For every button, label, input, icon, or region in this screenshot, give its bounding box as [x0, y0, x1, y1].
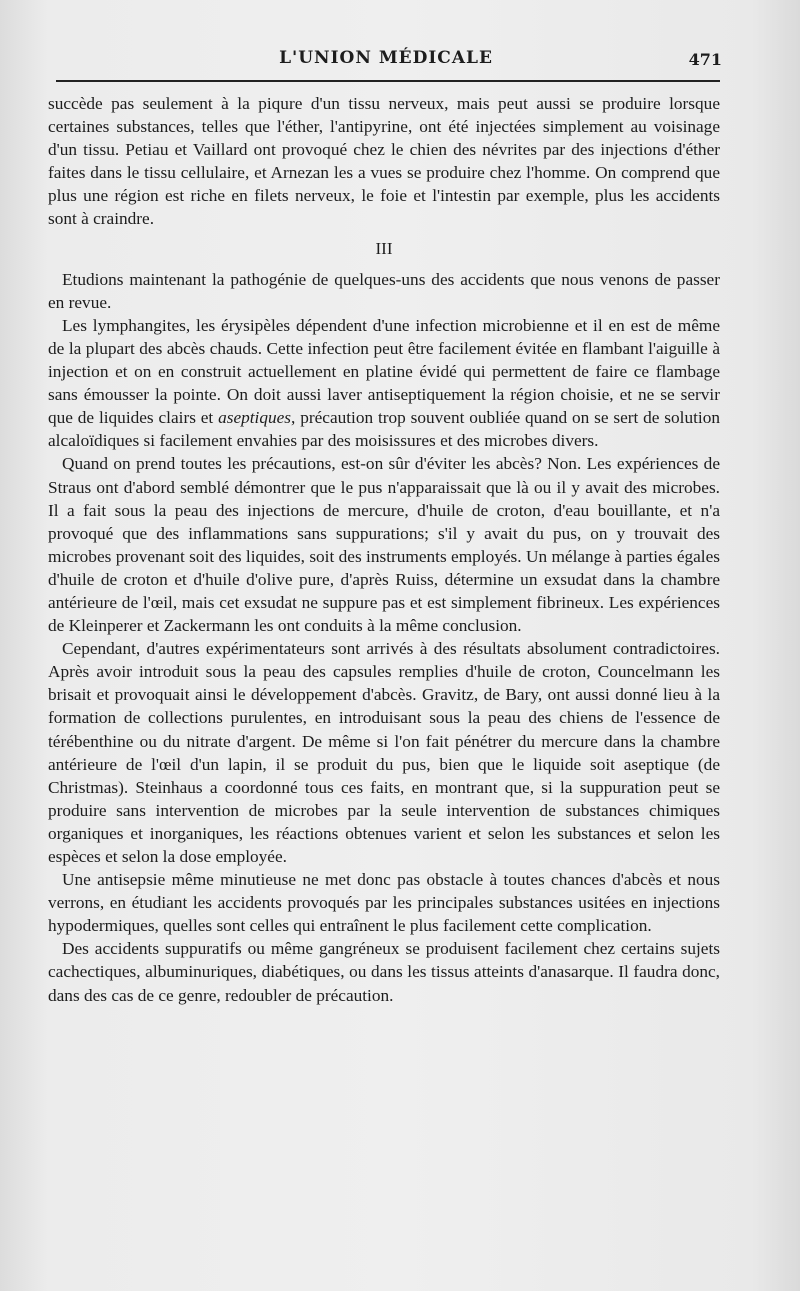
- section-numeral: III: [375, 238, 393, 258]
- paragraph-2: Etudions maintenant la pathogénie de quelques-uns des accidents que nous venons de passer en revue.: [48, 269, 720, 312]
- paragraph-6: Une antisepsie même minutieuse ne met donc pas obstacle à toutes chances d'abcès et nous verrons, en étudiant les accidents provoqués par les principales substances usitées en injections hypodermiques, quelles sont celles qui entraînent le plus facilement cette complication.: [48, 870, 720, 936]
- page-number: 471: [688, 50, 722, 69]
- running-head: [50, 44, 722, 78]
- paragraph-3-text-a: Les lymphangites, les érysipèles dépendent d'une infection microbienne et il en est de même de la plupart des abcès chauds. Cette infection peut être facilement évitée en flambant l'aiguille à injection et on en construit actuellement en platine évidé qui permettent de faire ce flambage sans émousser la pointe. On doit aussi laver antiseptiquement la région choisie, et ne se servir que de liquides clairs et: [48, 315, 720, 428]
- paragraph-3-italic: aseptiques: [218, 408, 292, 428]
- journal-title: L'UNION MÉDICALE: [279, 48, 493, 68]
- paragraph-3: [48, 314, 720, 453]
- paragraph-4: Quand on prend toutes les précautions, est-on sûr d'éviter les abcès? Non. Les expériences de Straus ont d'abord semblé démontrer que le pus n'apparaissait que là ou il y avait des microbes. Il a fait sous la peau des injections de mercure, d'huile de croton, d'eau bouillante, et n'a provoqué que des inflammations sans suppurations; s'il y avait du pus, on y trouvait des microbes provenant soit des liquides, soit des instruments employés. Un mélange à parties égales d'huile de croton et d'huile d'olive pure, d'après Ruiss, détermine un exsudat dans la chambre antérieure de l'œil, mais cet exsudat ne suppure pas et est simplement fibrineux. Les expériences de Kleinperer et Zackermann les ont conduits à la même conclusion.: [48, 454, 720, 636]
- paragraph-5: Cependant, d'autres expérimentateurs sont arrivés à des résultats absolument contradictoires. Après avoir introduit sous la peau des capsules remplies d'huile de croton, Councelmann les brisait et provoquait ainsi le développement d'abcès. Gravitz, de Bary, ont aussi donné lieu à la formation de collections purulentes, en introduisant sous la peau des chiens de l'essence de térébenthine ou du nitrate d'argent. De même si l'on fait pénétrer du mercure dans la chambre antérieure de l'œil d'un lapin, il se produit du pus, bien que le liquide soit aseptique (de Christmas). Steinhaus a coordonné tous ces faits, en montrant que, si la suppuration peut se produire sans intervention de microbes par la seule intervention de substances chimiques organiques et inorganiques, les réactions obtenues varient et selon les substances et selon les espèces et selon la dose employée.: [48, 639, 720, 866]
- header-rule: [56, 80, 720, 82]
- paragraph-7: Des accidents suppuratifs ou même gangréneux se produisent facilement chez certains sujets cachectiques, albuminuriques, diabétiques, ou dans les tissus atteints d'anasarque. Il faudra donc, dans des cas de ce genre, redoubler de précaution.: [48, 939, 720, 1005]
- article-body: [48, 92, 720, 1007]
- paragraph-1: succède pas seulement à la piqure d'un tissu nerveux, mais peut aussi se produire lorsque certaines substances, telles que l'éther, l'antipyrine, ont été injectées simplement au voisinage d'un tissu. Petiau et Vaillard ont provoqué chez le chien des névrites par des injections d'éther faites dans le tissu cellulaire, et Arnezan les a vues se produire chez l'homme. On comprend que plus une région est riche en filets nerveux, le foie et l'intestin par exemple, plus les accidents sont à craindre.: [48, 94, 720, 229]
- paragraph-3-text-b: , précaution trop souvent oubliée quand on se sert de solution alcaloïdiques si facilement envahies par des moisissures et des microbes divers.: [48, 408, 721, 451]
